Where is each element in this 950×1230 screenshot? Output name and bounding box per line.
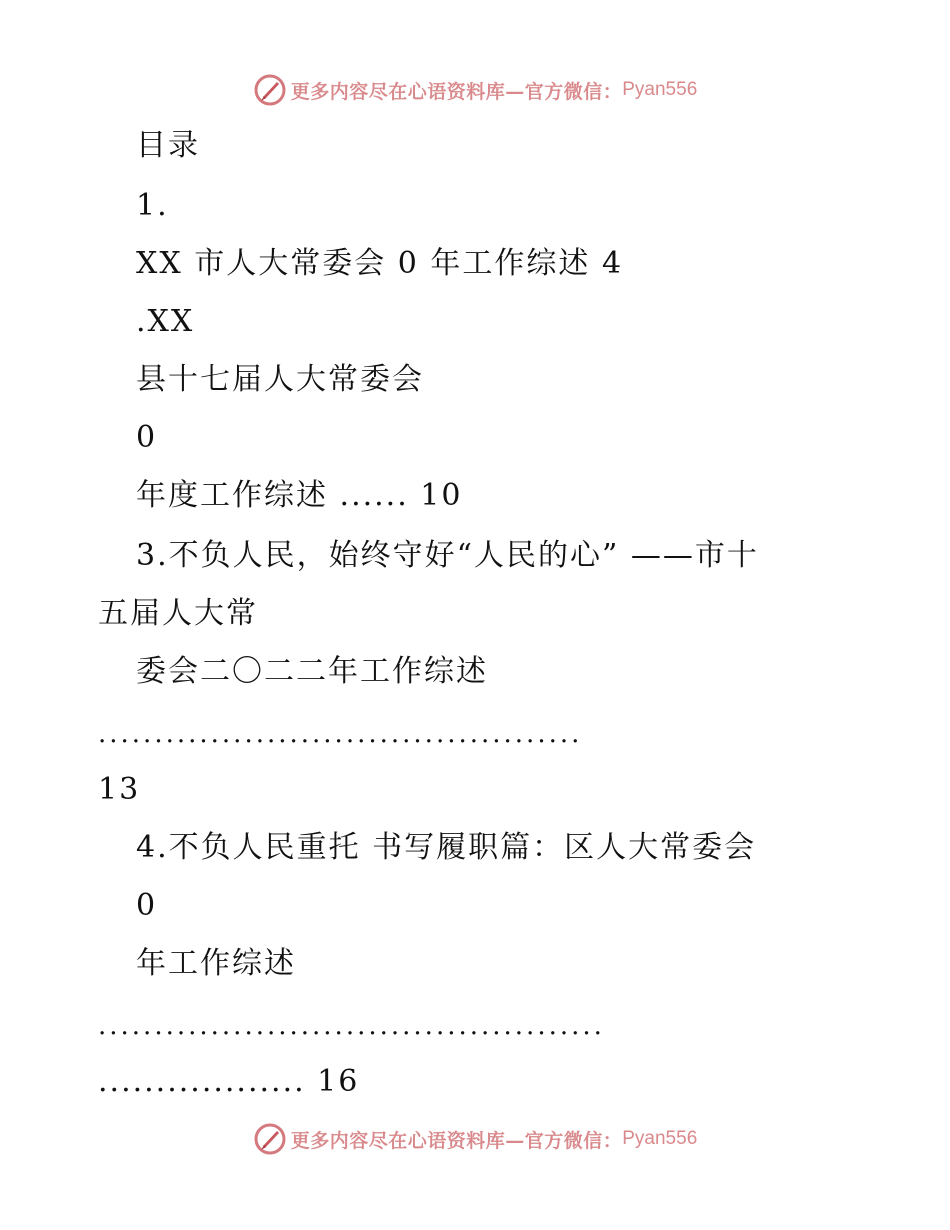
toc-page-number: 13 — [98, 772, 141, 807]
toc-line: 1. — [136, 188, 169, 223]
header-banner — [0, 72, 950, 108]
toc-line: 0 — [136, 888, 158, 923]
toc-line: .XX — [136, 304, 195, 339]
banner-wechat-id: Pyan556 — [622, 1128, 698, 1149]
toc-line: 委会二〇二二年工作综述 — [136, 654, 488, 689]
quill-logo-icon — [253, 73, 287, 107]
toc-dot-leader-page: .................. 16 — [98, 1064, 360, 1099]
toc-line: 3.不负人民，始终守好“人民的心” ——市十 — [136, 538, 759, 573]
toc-heading: 目录 — [136, 128, 200, 163]
banner-wechat-id: Pyan556 — [622, 79, 698, 100]
toc-line: 4.不负人民重托 书写履职篇：区人大常委会 — [136, 830, 757, 865]
toc-dot-leader: ........................................... — [98, 719, 583, 749]
toc-line: 年工作综述 — [136, 946, 296, 981]
banner-text: 更多内容尽在心语资料库—官方微信： — [290, 1129, 623, 1152]
toc-line: XX 市人大常委会 0 年工作综述 4 — [136, 246, 624, 281]
toc-line: 0 — [136, 420, 158, 455]
banner-text: 更多内容尽在心语资料库—官方微信： — [290, 80, 623, 103]
toc-line: 五届人大常 — [98, 596, 258, 631]
footer-banner — [0, 1121, 950, 1157]
toc-dot-leader: ............................................. — [98, 1011, 605, 1041]
toc-line: 年度工作综述 ...... 10 — [136, 478, 463, 513]
toc-line: 县十七届人大常委会 — [136, 362, 424, 397]
quill-logo-icon — [253, 1122, 287, 1156]
